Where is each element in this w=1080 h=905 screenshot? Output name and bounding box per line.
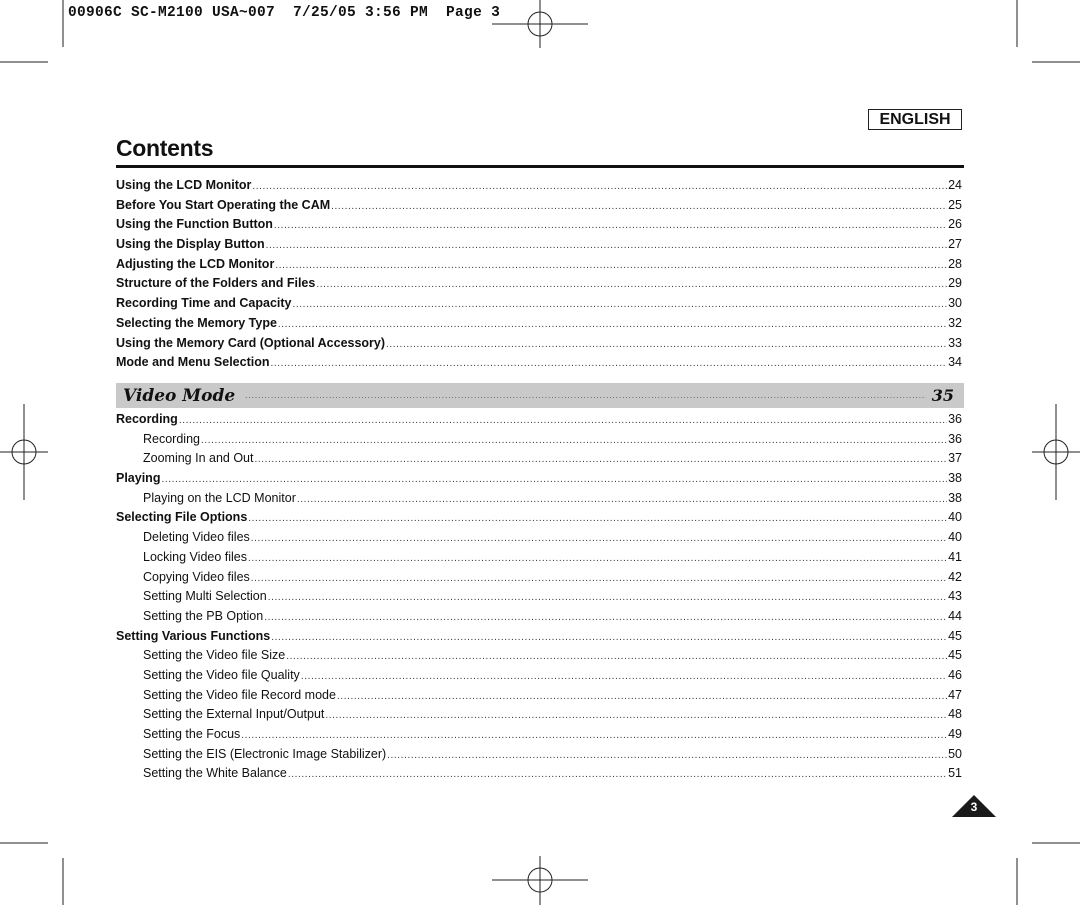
- toc-entry[interactable]: [116, 686, 962, 706]
- toc-entry-page: 51: [948, 766, 962, 781]
- toc-leader-dots: [161, 470, 947, 490]
- toc-entry-page: 43: [948, 589, 962, 604]
- toc-entry-page: 38: [948, 471, 962, 486]
- toc-entry[interactable]: [116, 508, 962, 528]
- toc-entry-label: Setting the Video file Size: [143, 648, 286, 663]
- toc-entry-page: 50: [948, 746, 962, 761]
- toc-leader-dots: [248, 549, 947, 569]
- toc-leader-dots: [316, 275, 947, 295]
- toc-entry[interactable]: [116, 215, 962, 235]
- toc-entry-label: Playing: [116, 471, 161, 486]
- toc-entry-page: 38: [948, 490, 962, 505]
- toc-entry[interactable]: [116, 548, 962, 568]
- toc-leader-dots: [201, 431, 947, 451]
- toc-entry-label: Before You Start Operating the CAM: [116, 197, 331, 212]
- language-badge: ENGLISH: [868, 109, 962, 130]
- toc-entry[interactable]: [116, 334, 962, 354]
- toc-entry-page: 47: [948, 687, 962, 702]
- toc-entry[interactable]: [116, 449, 962, 469]
- toc-entry[interactable]: [116, 314, 962, 334]
- toc-entry[interactable]: [116, 745, 962, 765]
- toc-entry-label: Using the LCD Monitor: [116, 178, 252, 192]
- toc-entry[interactable]: [116, 627, 962, 647]
- toc-leader-dots: [179, 411, 947, 431]
- contents-list-video-mode: [116, 410, 962, 784]
- toc-entry-page: 45: [948, 648, 962, 663]
- toc-entry-page: 46: [948, 667, 962, 682]
- toc-leader-dots: [271, 354, 948, 374]
- toc-entry-page: 29: [948, 276, 962, 291]
- toc-entry[interactable]: [116, 430, 962, 450]
- toc-entry[interactable]: [116, 587, 962, 607]
- toc-entry-page: 26: [948, 217, 962, 232]
- page-number: 3: [970, 800, 978, 814]
- toc-entry-label: Recording: [143, 431, 200, 446]
- toc-entry[interactable]: [116, 410, 962, 430]
- toc-leader-dots: [331, 197, 947, 217]
- toc-entry-label: Zooming In and Out: [143, 451, 254, 466]
- toc-leader-dots: [248, 509, 947, 529]
- toc-entry[interactable]: [116, 196, 962, 216]
- toc-entry-label: Structure of the Folders and Files: [116, 276, 316, 291]
- toc-entry[interactable]: [116, 725, 962, 745]
- toc-leader-dots: [325, 706, 947, 726]
- title-rule: [116, 165, 964, 168]
- toc-entry-page: 30: [948, 296, 962, 311]
- toc-entry-label: Setting the Focus: [143, 727, 241, 741]
- section-title: Video Mode: [123, 385, 236, 406]
- toc-entry-page: 36: [948, 431, 962, 446]
- toc-entry[interactable]: [116, 176, 962, 196]
- toc-leader-dots: [386, 335, 947, 355]
- toc-leader-dots: [274, 216, 947, 236]
- page-title: Contents: [116, 135, 214, 161]
- toc-entry[interactable]: [116, 235, 962, 255]
- toc-entry-label: Copying Video files: [143, 569, 250, 584]
- toc-entry-page: 40: [948, 530, 962, 545]
- toc-entry[interactable]: [116, 607, 962, 627]
- page-number-badge: [952, 794, 996, 818]
- toc-entry-page: 34: [948, 355, 962, 370]
- toc-leader-dots: [264, 608, 947, 628]
- toc-entry[interactable]: [116, 353, 962, 373]
- toc-entry-label: Deleting Video files: [143, 530, 250, 545]
- toc-entry-page: 45: [948, 628, 962, 643]
- section-page-number: 35: [931, 386, 954, 405]
- toc-entry-label: Setting the Video file Record mode: [143, 687, 336, 702]
- toc-entry-label: Using the Memory Card (Optional Accessory): [116, 335, 386, 350]
- toc-entry-label: Selecting File Options: [116, 510, 248, 525]
- contents-list-general: [116, 176, 962, 373]
- toc-entry-page: 49: [948, 727, 962, 741]
- toc-entry-page: 24: [948, 178, 962, 192]
- toc-leader-dots: [297, 490, 947, 510]
- toc-entry[interactable]: [116, 469, 962, 489]
- toc-leader-dots: [271, 628, 947, 648]
- toc-entry[interactable]: [116, 646, 962, 666]
- toc-leader-dots: [251, 569, 947, 589]
- toc-leader-dots: [288, 765, 947, 785]
- toc-entry-page: 42: [948, 569, 962, 584]
- toc-leader-dots: [387, 746, 947, 766]
- toc-entry-page: 27: [948, 237, 962, 252]
- toc-entry-label: Playing on the LCD Monitor: [143, 490, 296, 505]
- toc-entry-page: 44: [948, 608, 962, 623]
- toc-entry-page: 28: [948, 256, 962, 271]
- toc-leader-dots: [275, 256, 947, 276]
- toc-entry-label: Setting the External Input/Output: [143, 707, 325, 722]
- toc-entry[interactable]: [116, 764, 962, 784]
- toc-entry-label: Using the Function Button: [116, 217, 273, 232]
- toc-entry-page: 25: [948, 197, 962, 212]
- toc-leader-dots: [266, 236, 947, 256]
- toc-entry-page: 41: [948, 549, 962, 564]
- toc-entry-page: 40: [948, 510, 962, 525]
- toc-entry-label: Locking Video files: [143, 549, 248, 564]
- toc-entry-label: Selecting the Memory Type: [116, 315, 277, 330]
- toc-entry-label: Mode and Menu Selection: [116, 355, 270, 370]
- toc-leader-dots: [251, 529, 947, 549]
- toc-leader-dots: [293, 295, 948, 315]
- toc-leader-dots: [254, 450, 947, 470]
- toc-entry[interactable]: [116, 568, 962, 588]
- toc-leader-dots: [337, 687, 947, 707]
- toc-entry[interactable]: [116, 274, 962, 294]
- toc-entry[interactable]: [116, 294, 962, 314]
- toc-entry-label: Setting the EIS (Electronic Image Stabilizer): [143, 746, 387, 761]
- toc-entry-page: 36: [948, 412, 962, 426]
- toc-entry-page: 37: [948, 451, 962, 466]
- toc-entry-label: Setting the Video file Quality: [143, 667, 300, 682]
- toc-entry[interactable]: [116, 666, 962, 686]
- toc-entry-page: 32: [948, 315, 962, 330]
- toc-entry[interactable]: [116, 528, 962, 548]
- toc-entry-label: Setting Various Functions: [116, 628, 271, 643]
- toc-leader-dots: [301, 667, 947, 687]
- toc-leader-dots: [241, 726, 947, 746]
- toc-entry-label: Using the Display Button: [116, 237, 265, 252]
- toc-entry-label: Recording: [116, 412, 178, 426]
- toc-entry-page: 33: [948, 335, 962, 350]
- toc-leader-dots: [286, 647, 947, 667]
- section-header-video-mode[interactable]: [116, 383, 964, 408]
- print-slug-line: 00906C SC-M2100 USA~007 7/25/05 3:56 PM Page 3: [68, 5, 501, 21]
- toc-entry-label: Setting the PB Option: [143, 608, 264, 623]
- toc-leader-dots: [252, 177, 947, 197]
- toc-entry[interactable]: [116, 489, 962, 509]
- section-leader-dots: [245, 391, 926, 400]
- toc-entry-label: Recording Time and Capacity: [116, 296, 292, 311]
- toc-entry[interactable]: [116, 255, 962, 275]
- toc-leader-dots: [268, 588, 947, 608]
- toc-entry-page: 48: [948, 707, 962, 722]
- toc-entry-label: Setting the White Balance: [143, 766, 287, 781]
- toc-leader-dots: [278, 315, 947, 335]
- toc-entry[interactable]: [116, 705, 962, 725]
- toc-entry-label: Adjusting the LCD Monitor: [116, 256, 275, 271]
- toc-entry-label: Setting Multi Selection: [143, 589, 267, 604]
